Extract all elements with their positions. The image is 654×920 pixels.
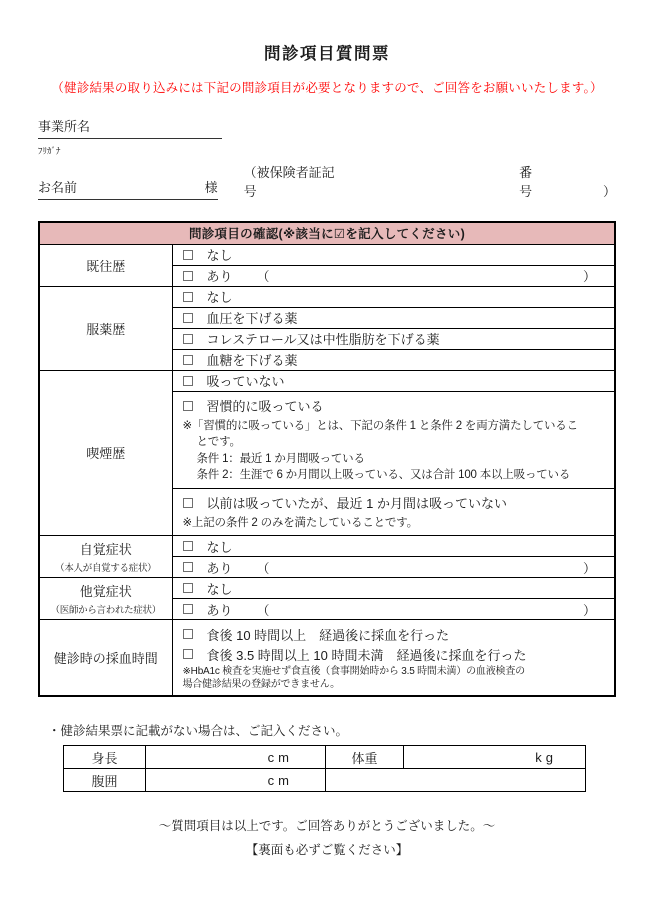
option-cell xyxy=(172,620,615,697)
former-smoker-note xyxy=(183,515,605,532)
subtitle-notice: （健診結果の取り込みには下記の問診項目が必要となりますので、ご回答をお願いいたします。） xyxy=(51,81,603,95)
option-cell xyxy=(172,599,615,620)
note-line: 条件 2：生涯で 6 か月間以上吸っている、又は合計 100 本以上吸っている xyxy=(196,469,571,481)
name-label: お名前 xyxy=(38,180,78,195)
option-cell xyxy=(172,488,615,536)
option-label: 食後 10 時間以上 経過後に採血を行った xyxy=(206,627,450,643)
office-name-input[interactable] xyxy=(90,116,222,135)
checkbox-icon[interactable] xyxy=(183,401,193,411)
option-glucose-drug xyxy=(183,350,605,370)
close-paren: ） xyxy=(582,560,596,576)
section-label-blood-draw-time: 健診時の採血時間 xyxy=(39,620,172,697)
checkbox-icon[interactable] xyxy=(183,334,193,344)
checkbox-icon[interactable] xyxy=(183,629,193,639)
option-label: 食後 3.5 時間以上 10 時間未満 経過後に採血を行った xyxy=(206,647,527,663)
option-former-smoker xyxy=(183,493,605,513)
survey-table xyxy=(38,221,616,697)
open-paren: （ xyxy=(256,560,270,576)
hba1c-note xyxy=(183,666,605,691)
checkbox-icon[interactable] xyxy=(183,649,193,659)
height-input-cell[interactable] xyxy=(146,746,326,769)
note-line: ※「習慣的に吸っている」とは、下記の条件 1 と条件 2 を両方満たしているこ xyxy=(182,419,578,432)
height-label: 身長 xyxy=(64,746,146,769)
checkbox-icon[interactable] xyxy=(183,562,193,572)
option-medication-none xyxy=(183,287,605,307)
waist-label: 腹囲 xyxy=(64,769,146,792)
option-objective-yes xyxy=(183,599,605,619)
option-subjective-yes xyxy=(183,557,605,577)
open-paren: （ xyxy=(256,602,270,618)
section-label-medical-history: 既往歴 xyxy=(39,244,172,286)
closing-backside-line: 【裏面も必ずご覧ください】 xyxy=(245,843,409,857)
waist-input-cell[interactable] xyxy=(146,769,326,792)
fill-in-note: ・健診結果票に記載がない場合は、ご記入ください。 xyxy=(48,724,349,738)
option-cell xyxy=(172,557,615,578)
option-label: コレステロール又は中性脂肪を下げる薬 xyxy=(206,332,440,347)
checkbox-icon[interactable] xyxy=(183,583,193,593)
section-sublabel: （医師から言われた症状） xyxy=(50,605,161,616)
checkbox-icon[interactable] xyxy=(183,292,193,302)
option-cell xyxy=(172,286,615,307)
option-cholesterol-drug xyxy=(183,329,605,349)
waist-unit: cm xyxy=(267,772,293,788)
section-label-objective-symptoms xyxy=(39,578,172,620)
option-label: あり xyxy=(206,602,233,618)
checkbox-icon[interactable] xyxy=(183,498,193,508)
option-cell xyxy=(172,307,615,328)
empty-cell xyxy=(326,769,586,792)
checkbox-icon[interactable] xyxy=(183,271,193,281)
option-label: あり xyxy=(206,269,233,284)
measurement-table xyxy=(63,745,586,792)
option-cell xyxy=(172,244,615,265)
option-history-yes xyxy=(183,266,605,286)
option-cell xyxy=(172,349,615,370)
option-label: なし xyxy=(206,539,233,555)
option-label: あり xyxy=(206,560,233,576)
honorific-label: 様 xyxy=(204,180,218,195)
office-name-field xyxy=(38,116,222,139)
name-field-row xyxy=(38,162,616,200)
option-blood-10h xyxy=(183,624,605,644)
checkbox-icon[interactable] xyxy=(183,313,193,323)
option-label: 以前は吸っていたが、最近 1 か月間は吸っていない xyxy=(206,496,507,511)
checkbox-icon[interactable] xyxy=(183,376,193,386)
option-history-none xyxy=(183,245,605,265)
option-objective-none xyxy=(183,578,605,598)
section-label-subjective-symptoms xyxy=(39,536,172,578)
option-cell xyxy=(172,391,615,488)
section-sublabel: （本人が自覚する症状） xyxy=(55,563,157,574)
weight-label: 体重 xyxy=(326,746,404,769)
survey-table-header: 問診項目の確認(※該当に☑を記入してください) xyxy=(39,222,615,244)
checkbox-icon[interactable] xyxy=(183,604,193,614)
option-nonsmoker xyxy=(183,371,605,391)
option-blood-3-5h xyxy=(183,644,605,664)
open-paren: （ xyxy=(256,269,270,284)
checkbox-icon[interactable] xyxy=(183,541,193,551)
checkbox-icon[interactable] xyxy=(183,250,193,260)
weight-input-cell[interactable] xyxy=(404,746,586,769)
option-label: 習慣的に吸っている xyxy=(206,399,324,414)
section-label-medication: 服薬歴 xyxy=(39,286,172,370)
note-line: 条件 1：最近 1 か月間吸っている xyxy=(196,452,365,465)
insured-close-paren: ） xyxy=(603,184,617,199)
note-line: とです。 xyxy=(196,436,241,448)
name-input[interactable] xyxy=(77,177,205,196)
weight-unit: kg xyxy=(535,749,557,765)
option-subjective-none xyxy=(183,536,605,556)
name-field xyxy=(38,177,218,200)
insured-number-label: 番号 xyxy=(519,165,533,199)
note-line: 場合健診結果の登録ができません。 xyxy=(182,678,340,690)
option-label: なし xyxy=(206,581,233,597)
close-paren: ） xyxy=(582,602,596,618)
option-cell xyxy=(172,265,615,286)
note-line: ※HbA1c 検査を実施せず食直後（食事開始時から 3.5 時間未満）の血液検査の xyxy=(182,666,525,677)
note-line: ※上記の条件 2 のみを満たしていることです。 xyxy=(182,516,418,529)
office-name-label: 事業所名 xyxy=(38,119,91,134)
option-label: なし xyxy=(206,248,233,263)
section-label-text: 自覚症状 xyxy=(79,542,132,557)
page-title: 問診項目質問票 xyxy=(264,45,390,63)
option-label: 血圧を下げる薬 xyxy=(206,311,298,326)
option-label: なし xyxy=(206,290,233,305)
option-label: 血糖を下げる薬 xyxy=(206,353,298,368)
insured-symbol-label: （被保険者証記号 xyxy=(243,165,335,199)
option-habitual-smoker xyxy=(183,396,605,416)
option-cell xyxy=(172,536,615,557)
close-paren: ） xyxy=(582,269,596,284)
section-label-text: 他覚症状 xyxy=(79,584,132,599)
option-cell xyxy=(172,370,615,391)
checkbox-icon[interactable] xyxy=(183,355,193,365)
option-bp-drug xyxy=(183,308,605,328)
smoking-definition-note xyxy=(183,418,605,484)
option-cell xyxy=(172,328,615,349)
height-unit: cm xyxy=(267,749,293,765)
closing-thanks-line: ～質問項目は以上です。ご回答ありがとうございました。～ xyxy=(158,819,496,833)
furigana-label: ﾌﾘｶﾞﾅ xyxy=(38,146,61,156)
option-label: 吸っていない xyxy=(206,374,285,389)
identity-fields xyxy=(38,116,616,200)
option-cell xyxy=(172,578,615,599)
section-label-smoking: 喫煙歴 xyxy=(39,370,172,536)
